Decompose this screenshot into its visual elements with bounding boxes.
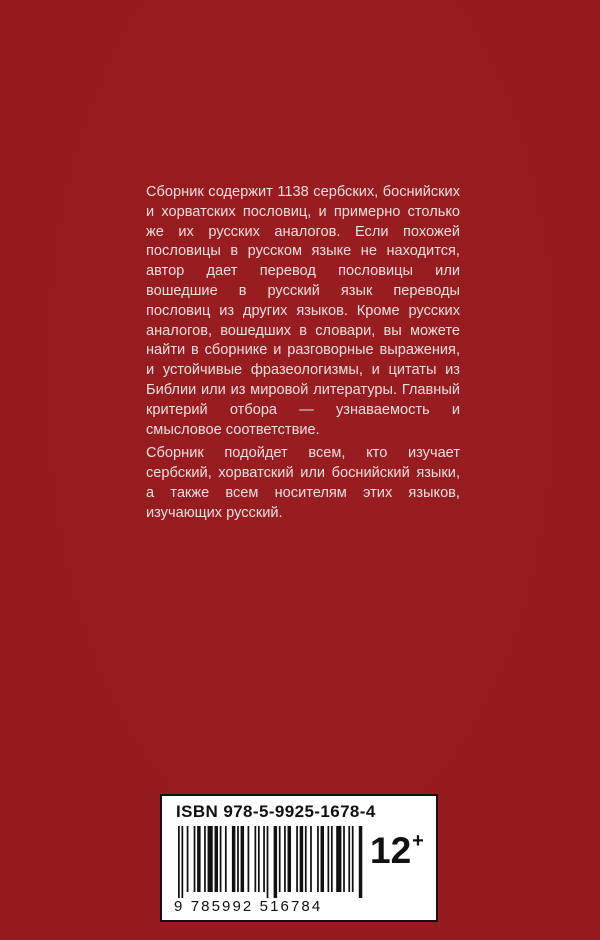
barcode-bar (359, 826, 362, 898)
barcode-bar (331, 826, 333, 892)
barcode-bar (215, 826, 218, 892)
barcode (178, 826, 364, 898)
barcode-bar (197, 826, 200, 892)
barcode-bar (220, 826, 222, 892)
barcode-bar (288, 826, 291, 892)
blurb-paragraph-2: Сборник подойдет всем, кто изучает сербский, хорватский или боснийский языки, а также всем носителям этих языков, изучающих русский. (146, 445, 460, 521)
barcode-bar (352, 826, 354, 892)
barcode-bar (328, 826, 330, 892)
barcode-bar (284, 826, 286, 892)
blurb-text (146, 183, 460, 524)
barcode-bar (296, 826, 298, 892)
barcode-bar (187, 826, 189, 892)
barcode-bar (237, 826, 239, 892)
barcode-bar (194, 826, 196, 892)
barcode-bar (279, 826, 281, 892)
barcode-bar (263, 826, 265, 892)
barcode-bar (225, 826, 227, 892)
barcode-bar (178, 826, 180, 898)
barcode-bar (317, 826, 319, 892)
barcode-bar (336, 826, 341, 892)
barcode-bar (241, 826, 244, 892)
barcode-bar (204, 826, 206, 892)
barcode-bar (267, 826, 269, 898)
blurb-paragraph-1: Сборник содержит 1138 сербских, боснийских и хорватских пословиц, и примерно столько же их русских аналогов. Если похожей пословицы в русском языке не находится, автор дает перевод пословицы или вошедшие в русский язык переводы пословиц из других языков. Кроме русских аналогов, вошедших в словари, вы можете найти в сборнике и разговорные выражения, и устойчивые фразеологизмы, и цитаты из Библии или из мировой литературы. Главный критерий отбора — узнаваемость и смысловое соответствие. (146, 184, 460, 438)
barcode-bar (321, 826, 324, 892)
barcode-bar (305, 826, 307, 892)
age-rating (370, 830, 424, 872)
isbn-label (160, 794, 438, 922)
barcode-bar (258, 826, 260, 892)
barcode-bar (248, 826, 250, 892)
barcode-bar (348, 826, 350, 892)
barcode-bar (254, 826, 256, 892)
barcode-bar (208, 826, 213, 892)
barcode-bar (274, 826, 277, 898)
barcode-bar (300, 826, 303, 892)
ean-number: 9 785992 516784 (174, 898, 323, 915)
age-rating-number: 12 (370, 830, 412, 871)
barcode-bar (310, 826, 312, 892)
barcode-bar (343, 826, 345, 892)
barcode-bar (181, 826, 183, 898)
age-rating-plus: + (412, 830, 424, 852)
isbn-number: ISBN 978-5-9925-1678-4 (176, 802, 376, 821)
barcode-bar (232, 826, 235, 892)
